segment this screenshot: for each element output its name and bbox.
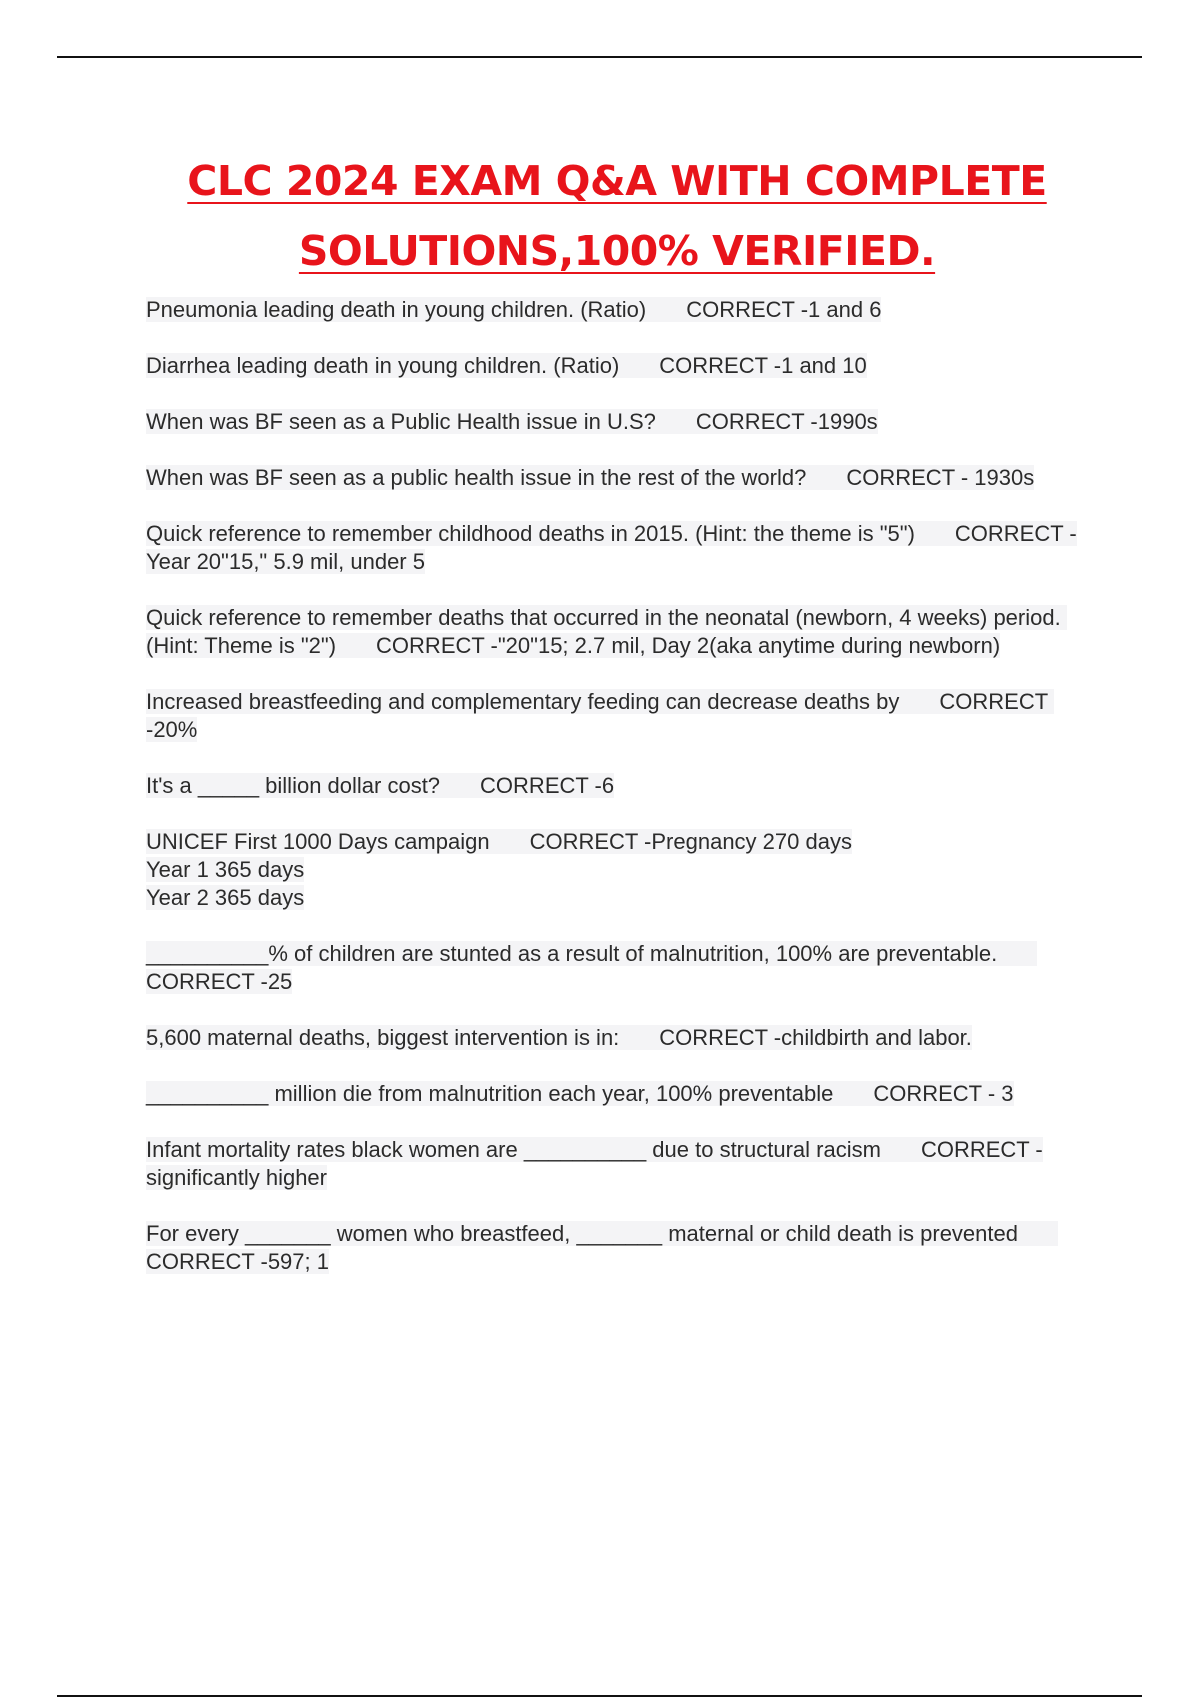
qa-list <box>146 296 1086 1304</box>
question-text: Diarrhea leading death in young children. (Ratio) <box>146 353 620 378</box>
answer-text: CORRECT -Year 20"15," 5.9 mil, under 5 <box>146 521 1077 574</box>
question-text: When was BF seen as a Public Health issue in U.S? <box>146 409 656 434</box>
qa-item <box>146 1080 1086 1108</box>
question-text: __________% of children are stunted as a result of malnutrition, 100% are preventable. <box>146 941 998 966</box>
qa-item <box>146 520 1086 576</box>
answer-text: CORRECT -significantly higher <box>146 1137 1043 1190</box>
question-text: Quick reference to remember childhood deaths in 2015. (Hint: the theme is "5") <box>146 521 915 546</box>
answer-text: CORRECT -childbirth and labor. <box>659 1025 972 1050</box>
qa-item <box>146 464 1086 492</box>
answer-text: CORRECT -1 and 10 <box>659 353 867 378</box>
question-text: Infant mortality rates black women are __________ due to structural racism <box>146 1137 881 1162</box>
qa-item <box>146 688 1086 744</box>
answer-text: CORRECT -25 <box>146 969 293 994</box>
qa-item <box>146 828 1086 912</box>
qa-item <box>146 1136 1086 1192</box>
answer-text: CORRECT - 1930s <box>846 465 1035 490</box>
bottom-rule <box>57 1695 1142 1697</box>
question-text: For every _______ women who breastfeed, _______ maternal or child death is prevented <box>146 1221 1018 1246</box>
question-text: Increased breastfeeding and complementary feeding can decrease deaths by <box>146 689 900 714</box>
question-text: It's a _____ billion dollar cost? <box>146 773 441 798</box>
qa-item <box>146 408 1086 436</box>
qa-item <box>146 772 1086 800</box>
answer-text: CORRECT -20% <box>146 689 1054 742</box>
answer-text: CORRECT -6 <box>480 773 615 798</box>
answer-text: CORRECT -1990s <box>695 409 878 434</box>
question-text: When was BF seen as a public health issue in the rest of the world? <box>146 465 807 490</box>
qa-item <box>146 940 1086 996</box>
qa-item <box>146 1024 1086 1052</box>
question-text: Pneumonia leading death in young children. (Ratio) <box>146 297 647 322</box>
answer-text: CORRECT -597; 1 <box>146 1249 329 1274</box>
question-text: UNICEF First 1000 Days campaign <box>146 829 490 854</box>
page-title <box>0 146 1200 286</box>
qa-item <box>146 296 1086 324</box>
qa-item <box>146 352 1086 380</box>
title-line-1: CLC 2024 EXAM Q&A WITH COMPLETE <box>187 157 1047 205</box>
question-text: __________ million die from malnutrition each year, 100% preventable <box>146 1081 834 1106</box>
answer-text: CORRECT - 3 <box>873 1081 1014 1106</box>
answer-text: CORRECT -1 and 6 <box>686 297 882 322</box>
answer-text: CORRECT -Pregnancy 270 days Year 1 365 days Year 2 365 days <box>146 829 852 910</box>
answer-text: CORRECT -"20"15; 2.7 mil, Day 2(aka anytime during newborn) <box>376 633 1001 658</box>
top-rule <box>57 56 1142 58</box>
qa-item <box>146 604 1086 660</box>
question-text: 5,600 maternal deaths, biggest intervention is in: <box>146 1025 620 1050</box>
question-text: Quick reference to remember deaths that occurred in the neonatal (newborn, 4 weeks) period. (Hint: Theme is "2") <box>146 605 1067 658</box>
title-line-2: SOLUTIONS,100% VERIFIED. <box>298 227 936 275</box>
qa-item <box>146 1220 1086 1276</box>
